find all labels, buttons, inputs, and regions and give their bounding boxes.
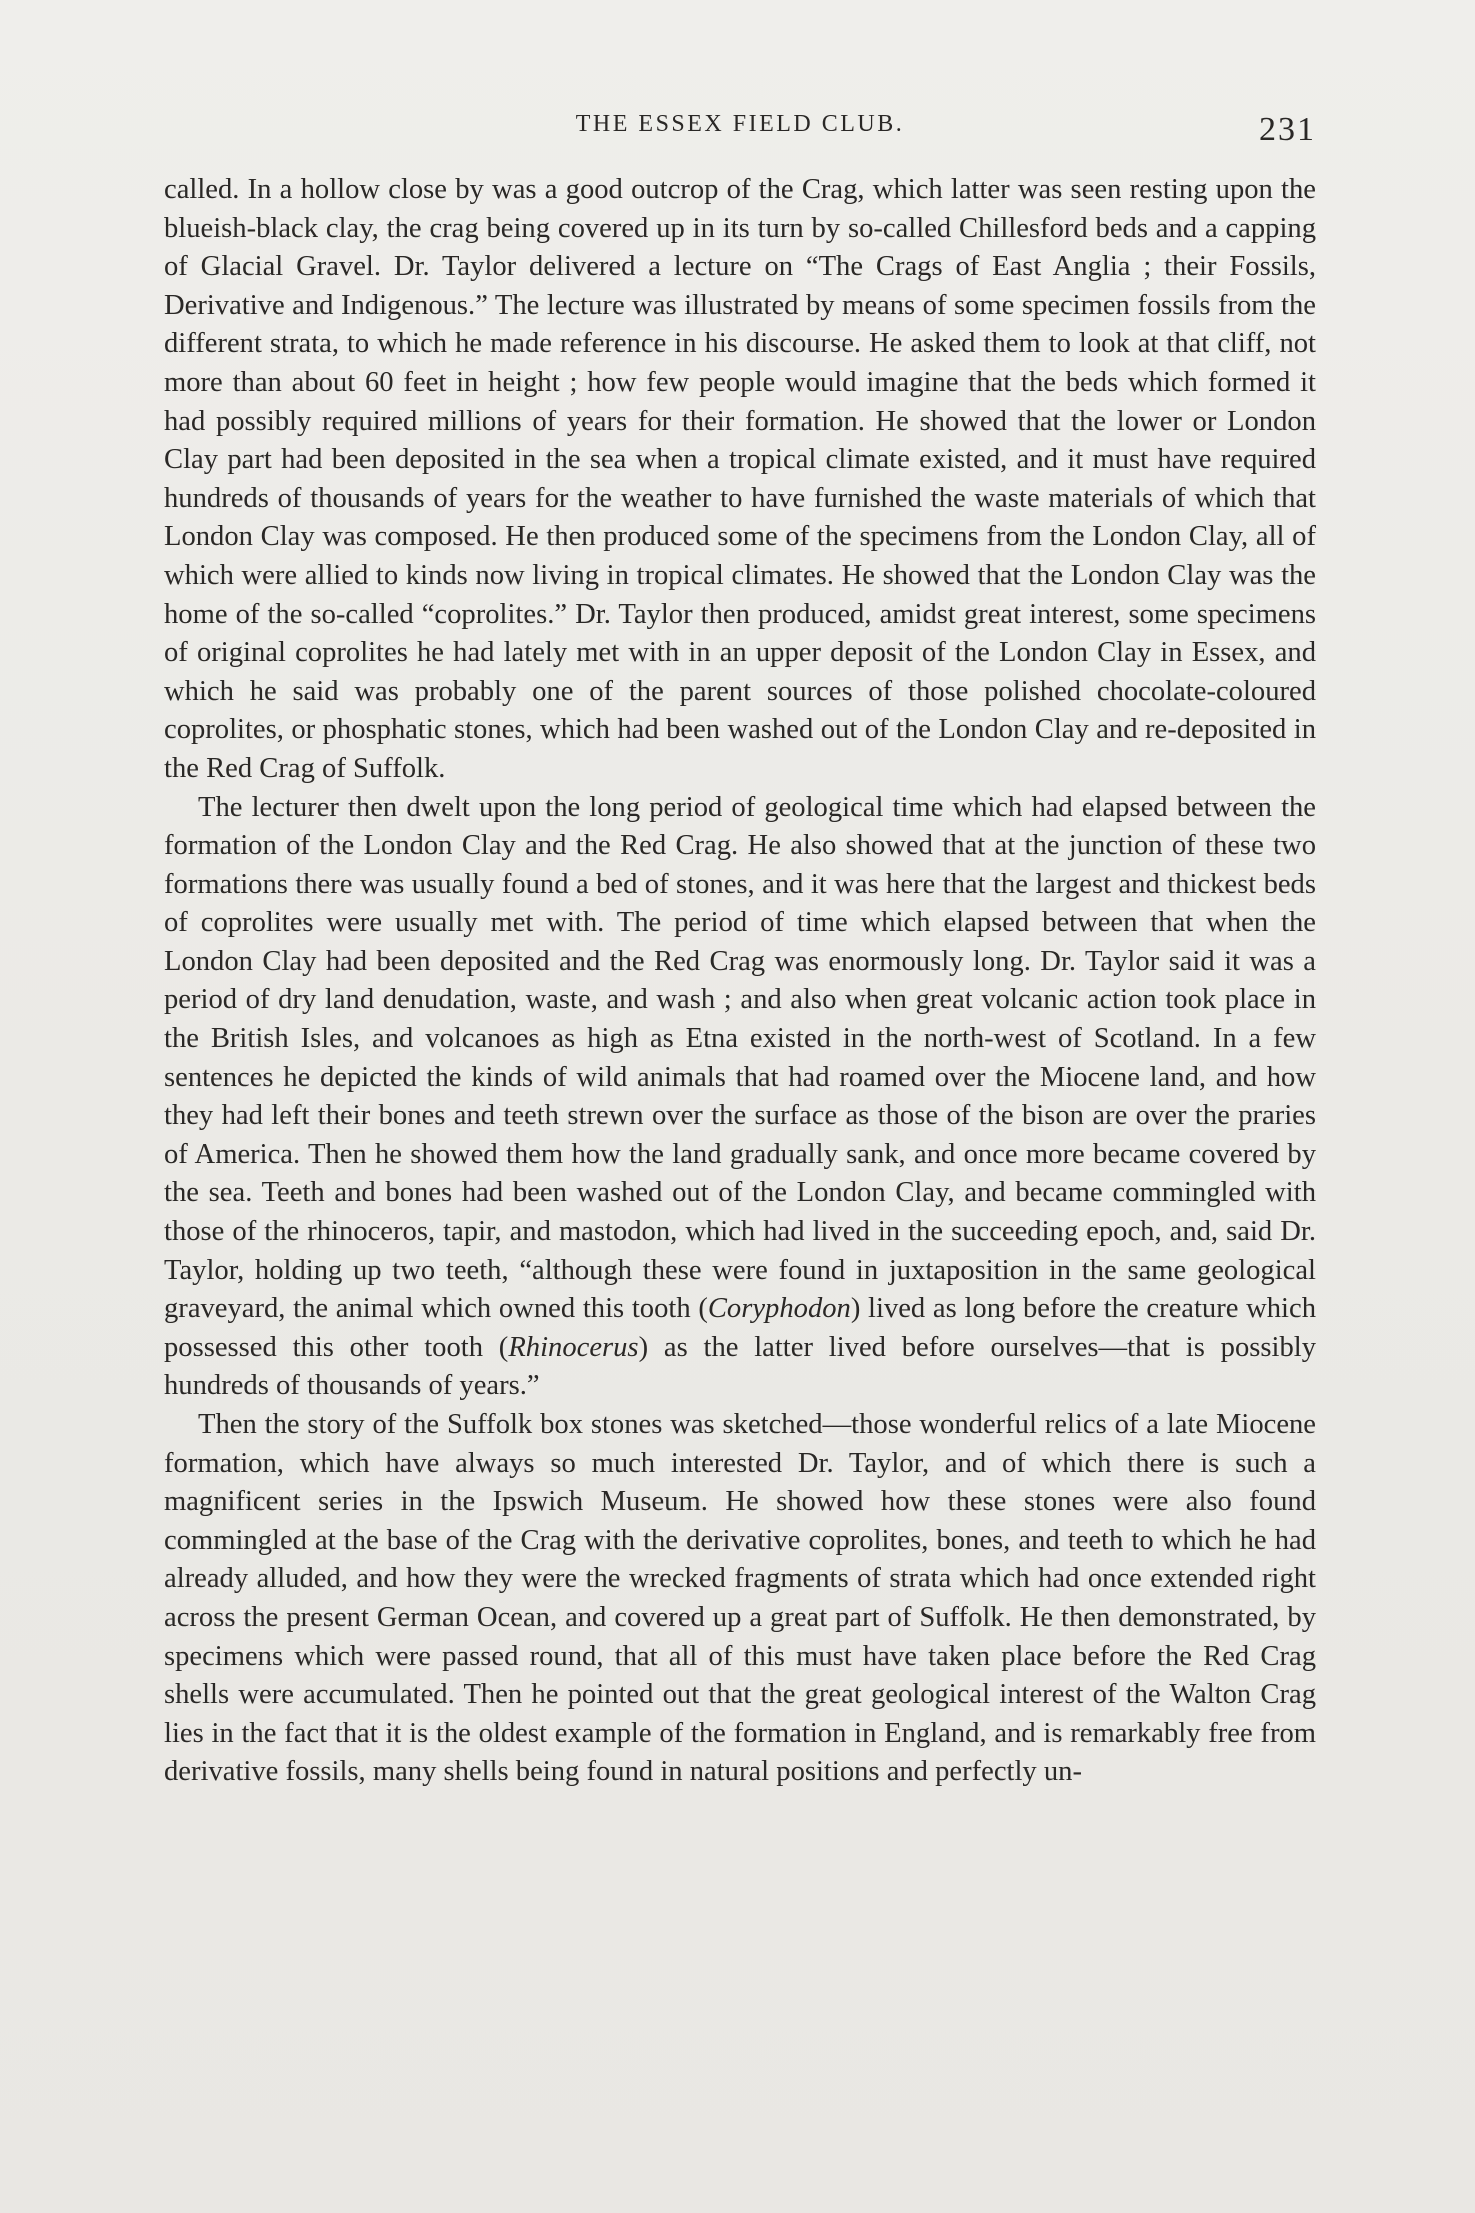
running-title: THE ESSEX FIELD CLUB. <box>575 111 905 137</box>
italic-term-coryphodon: Coryphodon <box>707 1293 851 1325</box>
paragraph-1 <box>164 171 1316 789</box>
page-number: 231 <box>1259 111 1316 148</box>
paragraph-text: ) lived as long before the creature which possessed this other tooth ( <box>164 1293 1316 1363</box>
paragraph-text: called. In a hollow close by was a good outcrop of the Crag, which latter was seen resting upon the blueish-black clay, the crag being covered up in its turn by so-called Chillesford beds and a capping of Glacial Gravel. Dr. Taylor delivered a lecture on “The Crags of East Anglia ; their Fossils, Derivative and Indigenous.” The lecture was illustrated by means of some specimen fossils from the different strata, to which he made reference in his discourse. He asked them to look at that cliff, not more than about 60 feet in height ; how few people would imagine that the beds which formed it had possibly required millions of years for their formation. He showed that the lower or London Clay part had been deposited in the sea when a tropical climate existed, and it must have required hundreds of thousands of years for the weather to have furnished the waste materials of which that London Clay was composed. He then produced some of the specimens from the London Clay, all of which were allied to kinds now living in tropical climates. He showed that the London Clay was the home of the so-called “coprolites.” Dr. Taylor then produced, amidst great interest, some specimens of original coprolites he had lately met with in an upper deposit of the London Clay in Essex, and which he said was probably one of the parent sources of those polished chocolate-coloured coprolites, or phosphatic stones, which had been washed out of the London Clay and re-deposited in the Red Crag of Suffolk. <box>164 174 1316 784</box>
italic-term-rhinocerus: Rhinocerus <box>508 1331 639 1363</box>
paragraph-text: ) as the latter lived before ourselves—that is possibly hundreds of thousands of years.” <box>164 1331 1316 1402</box>
body-text <box>164 171 1316 1792</box>
paragraph-3 <box>164 1406 1316 1792</box>
paragraph-text: The lecturer then dwelt upon the long period of geological time which had elapsed between the formation of the London Clay and the Red Crag. He also showed that at the junction of these two formations there was usually found a bed of stones, and it was here that the largest and thickest beds of coprolites were usually met with. The period of time which elapsed between that when the London Clay had been deposited and the Red Crag was enormously long. Dr. Taylor said it was a period of dry land denudation, waste, and wash ; and also when great volcanic action took place in the British Isles, and volcanoes as high as Etna existed in the north-west of Scotland. In a few sentences he depicted the kinds of wild animals that had roamed over the Miocene land, and how they had left their bones and teeth strewn over the surface as those of the bison are over the praries of America. Then he showed them how the land gradually sank, and once more became covered by the sea. Teeth and bones had been washed out of the London Clay, and became commingled with those of the rhinoceros, tapir, and mastodon, which had lived in the succeeding epoch, and, said Dr. Taylor, holding up two teeth, “although these were found in juxtaposition in the same geological graveyard, the animal which owned this tooth ( <box>164 791 1316 1325</box>
paragraph-text: Then the story of the Suffolk box stones was sketched—those wonderful relics of a late Miocene formation, which have always so much interested Dr. Taylor, and of which there is such a magnificent series in the Ipswich Museum. He showed how these stones were also found commingled at the base of the Crag with the derivative coprolites, bones, and teeth to which he had already alluded, and how they were the wrecked fragments of strata which had once extended right across the present German Ocean, and covered up a great part of Suffolk. He then demonstrated, by specimens which were passed round, that all of this must have taken place before the Red Crag shells were accumulated. Then he pointed out that the great geological interest of the Walton Crag lies in the fact that it is the oldest example of the formation in England, and is remarkably free from derivative fossils, many shells being found in natural positions and perfectly un- <box>164 1409 1316 1788</box>
paragraph-2 <box>164 789 1316 1407</box>
running-head <box>164 108 1316 148</box>
